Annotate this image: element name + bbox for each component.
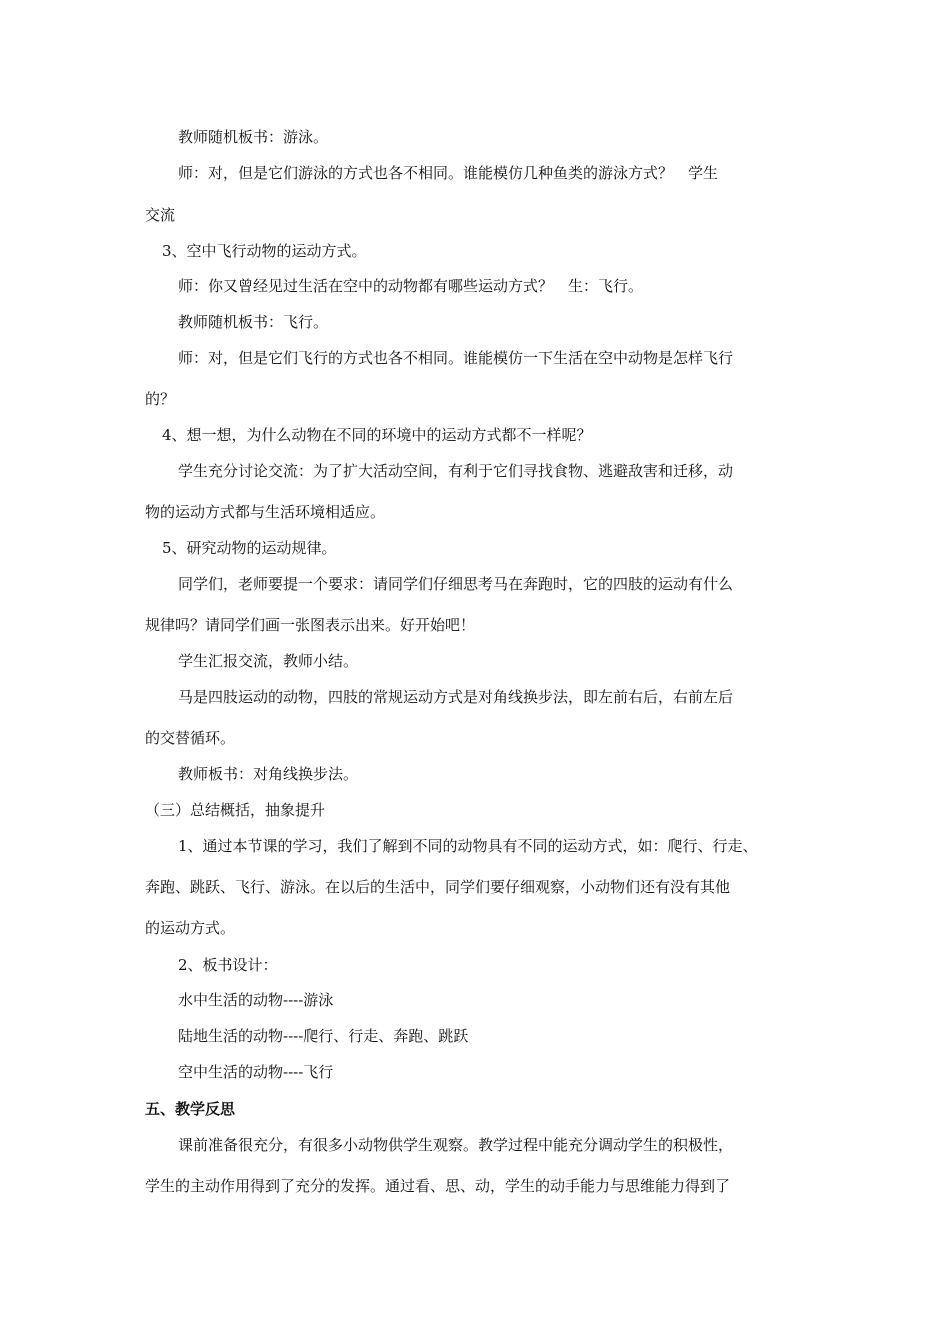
board-line: 空中生活的动物----飞行 xyxy=(178,1063,334,1081)
text-line: 教师板书：对角线换步法。 xyxy=(178,765,359,783)
text-line: 规律吗？请同学们画一张图表示出来。好开始吧！ xyxy=(145,616,476,634)
text-line: 课前准备很充分，有很多小动物供学生观察。教学过程中能充分调动学生的积极性， xyxy=(178,1136,734,1154)
text-line: 的交替循环。 xyxy=(145,729,236,747)
text-line: 2、板书设计： xyxy=(178,956,278,974)
text-line: 同学们，老师要提一个要求：请同学们仔细思考马在奔跑时，它的四肢的运动有什么 xyxy=(178,575,734,593)
text-line: 的运动方式。 xyxy=(145,919,236,937)
section-heading: （三）总结概括，抽象提升 xyxy=(145,801,326,819)
text-line: 交流 xyxy=(145,206,176,224)
text-line: 4、想一想，为什么动物在不同的环境中的运动方式都不一样呢？ xyxy=(162,426,592,444)
text-line: 师：对，但是它们游泳的方式也各不相同。谁能模仿几种鱼类的游泳方式？ 学生 xyxy=(178,164,719,182)
section-heading: 五、教学反思 xyxy=(145,1100,236,1118)
text-line: 物的运动方式都与生活环境相适应。 xyxy=(145,503,386,521)
text-line: 5、研究动物的运动规律。 xyxy=(162,539,337,557)
text-line: 学生充分讨论交流：为了扩大活动空间，有利于它们寻找食物、逃避敌害和迁移，动 xyxy=(178,462,734,480)
board-line: 陆地生活的动物----爬行、行走、奔跑、跳跃 xyxy=(178,1027,469,1045)
text-line: 奔跑、跳跃、飞行、游泳。在以后的生活中，同学们要仔细观察，小动物们还有没有其他 xyxy=(145,878,731,896)
text-line: 学生汇报交流，教师小结。 xyxy=(178,652,359,670)
text-line: 教师随机板书：游泳。 xyxy=(178,128,329,146)
text-line: 1、通过本节课的学习，我们了解到不同的动物具有不同的运动方式，如：爬行、行走、 xyxy=(178,837,758,855)
text-line: 学生的主动作用得到了充分的发挥。通过看、思、动，学生的动手能力与思维能力得到了 xyxy=(145,1177,731,1195)
text-line: 教师随机板书：飞行。 xyxy=(178,313,329,331)
text-line: 师：对，但是它们飞行的方式也各不相同。谁能模仿一下生活在空中动物是怎样飞行 xyxy=(178,349,734,367)
board-line: 水中生活的动物----游泳 xyxy=(178,991,334,1009)
text-line: 师：你又曾经见过生活在空中的动物都有哪些运动方式？ 生：飞行。 xyxy=(178,277,644,295)
text-line: 3、空中飞行动物的运动方式。 xyxy=(162,242,367,260)
text-line: 的？ xyxy=(145,390,176,408)
text-line: 马是四肢运动的动物，四肢的常规运动方式是对角线换步法，即左前右后，右前左后 xyxy=(178,688,734,706)
